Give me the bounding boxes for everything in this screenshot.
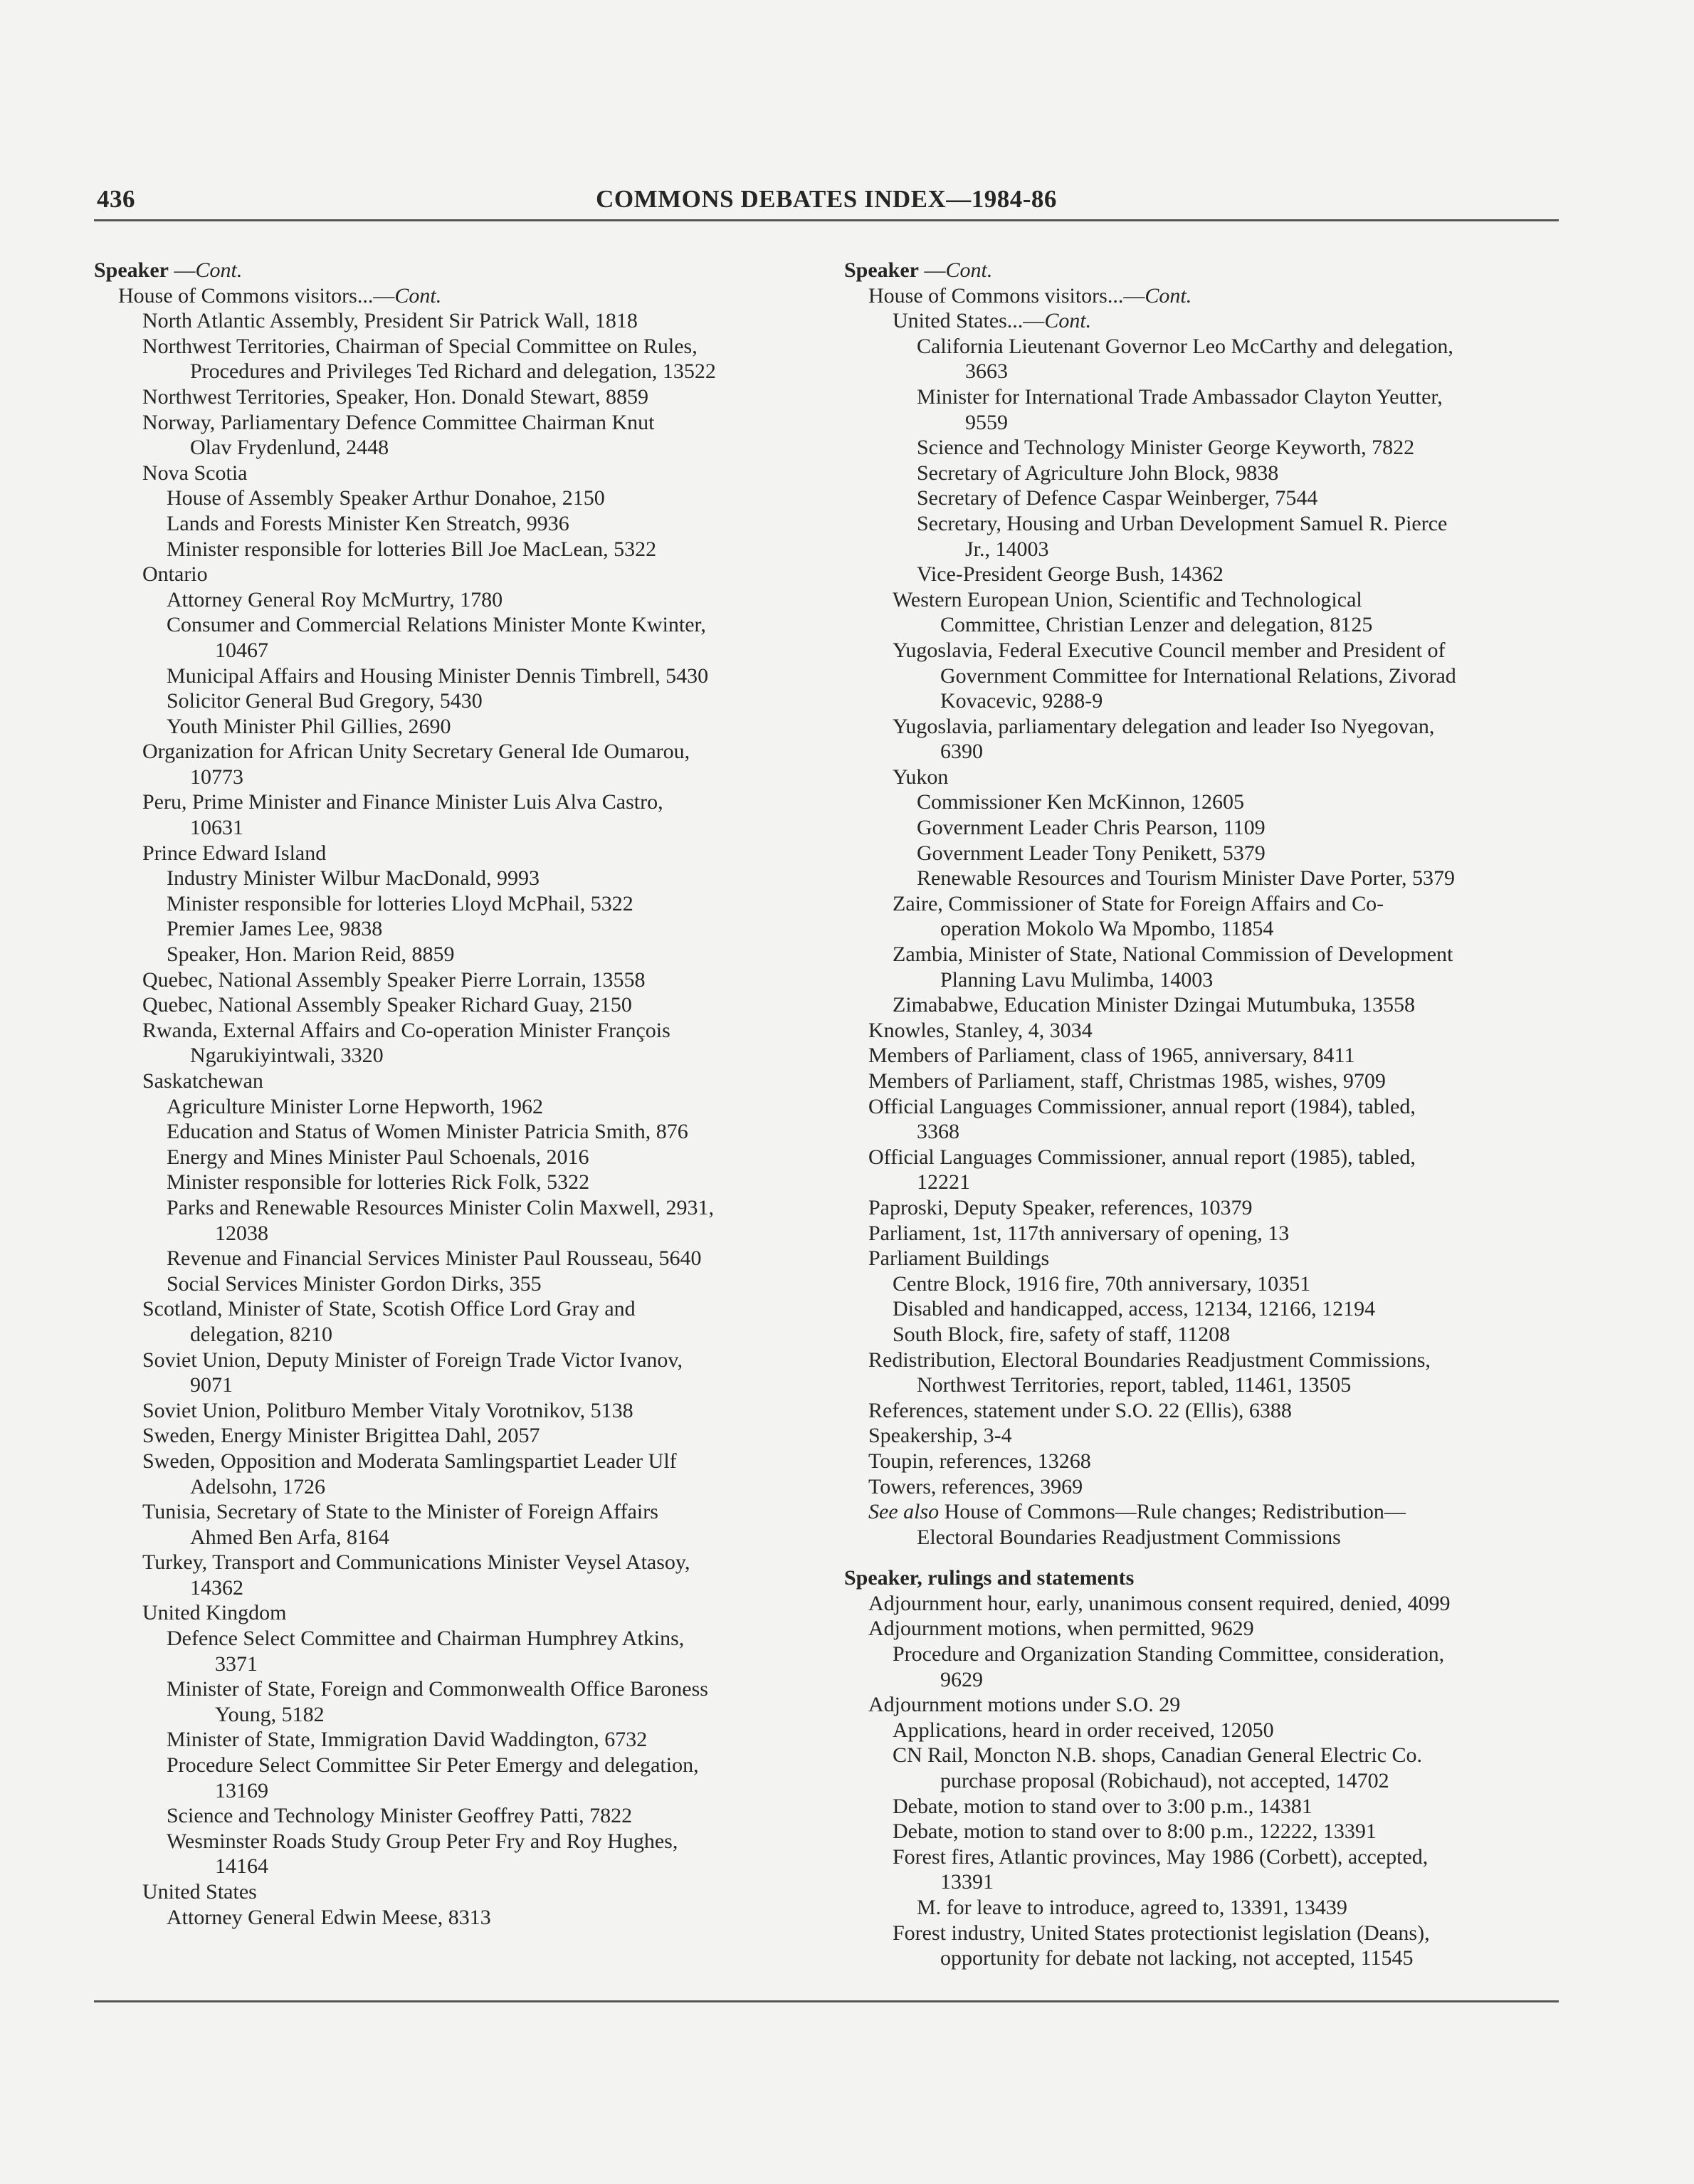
entry-text: delegation, 8210 [190, 1322, 332, 1346]
entry-text: 14164 [215, 1854, 268, 1879]
index-entry [94, 1018, 806, 1044]
entry-text: Government Leader Chris Pearson, 1109 [917, 816, 1266, 840]
index-entry [844, 435, 1563, 461]
index-entry [844, 1591, 1563, 1617]
entry-text: Education and Status of Women Minister Patricia Smith, 876 [167, 1120, 688, 1144]
entry-text: Adjournment motions under S.O. 29 [868, 1693, 1181, 1717]
entry-text: Cont. [195, 258, 243, 282]
entry-text: Procedure and Organization Standing Committee, consideration, [893, 1642, 1445, 1666]
entry-text: Sweden, Opposition and Moderata Samlingspartiet Leader Ulf [142, 1449, 677, 1473]
index-entry [844, 789, 1563, 815]
entry-text: Committee, Christian Lenzer and delegation, 8125 [940, 613, 1373, 637]
index-entry [844, 739, 1563, 765]
entry-text: Zaire, Commissioner of State for Foreign Affairs and Co- [893, 891, 1384, 915]
index-entry [844, 410, 1563, 436]
entry-text: 9071 [190, 1373, 233, 1397]
entry-text: Minister responsible for lotteries Lloyd McPhail, 5322 [167, 891, 633, 915]
entry-text: Quebec, National Assembly Speaker Pierre Lorrain, 13558 [142, 967, 646, 992]
index-entry [94, 612, 806, 638]
entry-text: Rwanda, External Affairs and Co-operation Minister François [142, 1018, 670, 1042]
footer-rule [94, 2000, 1559, 2002]
entry-text: Cont. [945, 258, 993, 282]
entry-text: Peru, Prime Minister and Finance Minister Luis Alva Castro, [142, 790, 663, 814]
entry-text: Yugoslavia, parliamentary delegation and leader Iso Nyegovan, [893, 714, 1435, 738]
entry-text: House of Assembly Speaker Arthur Donahoe, 2150 [167, 486, 605, 510]
index-entry [94, 1550, 806, 1575]
entry-text: Scotland, Minister of State, Scotish Office Lord Gray and [142, 1297, 636, 1321]
entry-text: 3371 [215, 1652, 258, 1676]
entry-text: purchase proposal (Robichaud), not accepted, 14702 [940, 1769, 1389, 1793]
entry-text: Adjournment motions, when permitted, 9629 [868, 1617, 1254, 1641]
index-entry [844, 1718, 1563, 1743]
index-entry [844, 1423, 1563, 1449]
index-entry [94, 537, 806, 562]
index-entry [94, 1600, 806, 1626]
index-heading [844, 1565, 1563, 1591]
index-entry [94, 1246, 806, 1271]
index-entry [844, 511, 1563, 537]
entry-text: Prince Edward Island [142, 841, 327, 865]
index-entry [844, 1692, 1563, 1718]
entry-text: CN Rail, Moncton N.B. shops, Canadian General Electric Co. [893, 1743, 1423, 1768]
entry-text: Quebec, National Assembly Speaker Richard Guay, 2150 [142, 993, 632, 1017]
index-entry [94, 1879, 806, 1905]
index-entry [844, 1195, 1563, 1221]
entry-text: Cont. [394, 283, 442, 308]
index-entry [844, 714, 1563, 740]
index-entry [844, 1271, 1563, 1297]
index-entry [844, 967, 1563, 993]
entry-text: Agriculture Minister Lorne Hepworth, 1962 [167, 1094, 544, 1118]
entry-text: Northwest Territories, Speaker, Hon. Donald Stewart, 8859 [142, 384, 648, 409]
entry-text: Northwest Territories, Chairman of Special Committee on Rules, [142, 334, 698, 358]
index-heading [94, 258, 806, 283]
entry-text: Ahmed Ben Arfa, 8164 [190, 1525, 389, 1549]
index-entry [94, 1499, 806, 1525]
entry-text: 12038 [215, 1221, 268, 1245]
index-entry [844, 1449, 1563, 1474]
index-entry [844, 1844, 1563, 1870]
index-entry [844, 485, 1563, 511]
entry-text: United Kingdom [142, 1601, 287, 1625]
index-entry [844, 1525, 1563, 1550]
index-entry [94, 1702, 806, 1728]
entry-text: Electoral Boundaries Readjustment Commissions [917, 1525, 1341, 1549]
entry-text: Science and Technology Minister Geoffrey Patti, 7822 [167, 1804, 633, 1828]
page-header [94, 184, 1559, 221]
index-entry [94, 1474, 806, 1500]
entry-text: 9629 [940, 1667, 983, 1691]
entry-text: M. for leave to introduce, agreed to, 13391, 13439 [917, 1896, 1347, 1919]
entry-text: Sweden, Energy Minister Brigittea Dahl, 2057 [142, 1424, 540, 1448]
entry-text: Renewable Resources and Tourism Minister Dave Porter, 5379 [917, 866, 1455, 891]
index-entry [844, 587, 1563, 613]
entry-spacer [844, 1550, 1563, 1565]
entry-text: Ontario [142, 562, 208, 587]
index-entry [844, 688, 1563, 714]
entry-text: Olav Frydenlund, 2448 [190, 436, 389, 460]
entry-text: Norway, Parliamentary Defence Committee Chairman Knut [142, 410, 655, 434]
index-entry [94, 485, 806, 511]
left-column [94, 258, 806, 1930]
entry-text: Secretary, Housing and Urban Development Samuel R. Pierce [917, 511, 1448, 535]
entry-text: Speaker, rulings and statements [844, 1566, 1135, 1590]
index-entry [94, 410, 806, 436]
index-entry [844, 1895, 1563, 1921]
index-entry [844, 1946, 1563, 1971]
entry-text: Lands and Forests Minister Ken Streatch, 9936 [167, 511, 569, 535]
page-number: 436 [97, 185, 135, 213]
entry-text: Debate, motion to stand over to 3:00 p.m., 14381 [893, 1794, 1312, 1818]
entry-text: Science and Technology Minister George Keyworth, 7822 [917, 436, 1415, 460]
entry-text: Paproski, Deputy Speaker, references, 10379 [868, 1195, 1253, 1219]
index-entry [844, 1642, 1563, 1667]
entry-text: Speaker [94, 258, 169, 282]
entry-text: Consumer and Commercial Relations Minister Monte Kwinter, [167, 613, 706, 637]
index-entry [94, 942, 806, 967]
index-entry [844, 891, 1563, 917]
index-entry [94, 435, 806, 461]
entry-text: Minister responsible for lotteries Rick Folk, 5322 [167, 1170, 590, 1195]
entry-text: Yugoslavia, Federal Executive Council member and President of [893, 638, 1446, 662]
entry-text: Vice-President George Bush, 14362 [917, 562, 1224, 587]
entry-text: Official Languages Commissioner, annual report (1984), tabled, [868, 1094, 1416, 1118]
entry-text: Soviet Union, Politburo Member Vitaly Vorotnikov, 5138 [142, 1398, 633, 1422]
index-entry [94, 1372, 806, 1398]
entry-text: Industry Minister Wilbur MacDonald, 9993 [167, 866, 540, 891]
entry-text: See also [868, 1500, 940, 1524]
index-entry [844, 1069, 1563, 1094]
entry-text: Nova Scotia [142, 461, 248, 485]
entry-text: Commissioner Ken McKinnon, 12605 [917, 790, 1244, 814]
entry-text: Secretary of Defence Caspar Weinberger, 7544 [917, 486, 1318, 510]
index-entry [844, 461, 1563, 486]
entry-text: — [169, 258, 196, 282]
entry-text: Premier James Lee, 9838 [167, 917, 383, 941]
entry-text: Youth Minister Phil Gillies, 2690 [167, 714, 451, 738]
index-entry [94, 1170, 806, 1195]
entry-text: Toupin, references, 13268 [868, 1449, 1091, 1473]
index-entry [94, 1854, 806, 1879]
index-entry [94, 1753, 806, 1778]
index-entry [94, 1575, 806, 1601]
index-entry [844, 1869, 1563, 1895]
entry-text: — [919, 258, 946, 282]
entry-text: Jr., 14003 [965, 537, 1049, 561]
index-entry [844, 359, 1563, 384]
index-entry [844, 1043, 1563, 1069]
entry-text: Official Languages Commissioner, annual report (1985), tabled, [868, 1145, 1416, 1169]
index-entry [94, 384, 806, 410]
index-entry [844, 1398, 1563, 1424]
entry-text: 6390 [940, 740, 983, 764]
index-entry [94, 587, 806, 613]
index-entry [94, 562, 806, 587]
entry-text: Wesminster Roads Study Group Peter Fry and Roy Hughes, [167, 1829, 678, 1853]
entry-text: Kovacevic, 9288-9 [940, 689, 1103, 713]
index-entry [94, 688, 806, 714]
index-entry [844, 765, 1563, 790]
entry-text: Planning Lavu Mulimba, 14003 [940, 967, 1214, 992]
index-entry [94, 1525, 806, 1550]
entry-text: North Atlantic Assembly, President Sir Patrick Wall, 1818 [142, 309, 638, 333]
index-entry [844, 1018, 1563, 1044]
entry-text: 10631 [190, 816, 243, 840]
entry-text: House of Commons visitors...— [868, 283, 1145, 308]
entry-text: Social Services Minister Gordon Dirks, 355 [167, 1271, 542, 1296]
entry-text: 9559 [965, 410, 1008, 434]
index-entry [94, 1348, 806, 1373]
index-entry [94, 1271, 806, 1297]
index-entry [844, 1794, 1563, 1820]
index-entry [94, 1727, 806, 1753]
entry-text: Forest fires, Atlantic provinces, May 1986 (Corbett), accepted, [893, 1844, 1429, 1869]
entry-text: 14362 [190, 1575, 243, 1600]
index-entry [94, 841, 806, 866]
entry-text: Energy and Mines Minister Paul Schoenals, 2016 [167, 1145, 589, 1169]
index-entry [844, 1474, 1563, 1500]
entry-text: operation Mokolo Wa Mpombo, 11854 [940, 917, 1274, 941]
index-entry [844, 1348, 1563, 1373]
entry-text: Procedures and Privileges Ted Richard and delegation, 13522 [190, 359, 716, 384]
index-entry [844, 942, 1563, 967]
index-entry [844, 1768, 1563, 1794]
entry-text: 3368 [917, 1120, 959, 1144]
index-entry [94, 1221, 806, 1246]
index-entry [844, 1246, 1563, 1271]
index-entry [844, 1743, 1563, 1768]
entry-text: Disabled and handicapped, access, 12134, 12166, 12194 [893, 1297, 1376, 1321]
index-entry [844, 663, 1563, 689]
entry-text: Soviet Union, Deputy Minister of Foreign Trade Victor Ivanov, [142, 1348, 683, 1372]
index-entry [94, 1676, 806, 1702]
index-entry [844, 638, 1563, 663]
entry-text: Adjournment hour, early, unanimous consent required, denied, 4099 [868, 1591, 1451, 1615]
index-entry [94, 1778, 806, 1804]
index-heading [844, 258, 1563, 283]
entry-text: 13391 [940, 1870, 994, 1894]
index-entry [94, 511, 806, 537]
index-entry [844, 1145, 1563, 1170]
index-entry [94, 1905, 806, 1931]
index-entry [94, 967, 806, 993]
entry-text: Adelsohn, 1726 [190, 1474, 325, 1498]
entry-text: Organization for African Unity Secretary General Ide Oumarou, [142, 740, 690, 764]
entry-text: 12221 [917, 1170, 970, 1195]
entry-text: House of Commons visitors...— [118, 283, 395, 308]
index-entry [94, 765, 806, 790]
index-entry [94, 1829, 806, 1854]
entry-text: Western European Union, Scientific and Technological [893, 587, 1362, 611]
entry-text: Cont. [1044, 309, 1092, 333]
index-entry [94, 916, 806, 942]
index-entry [844, 1322, 1563, 1348]
entry-text: Minister responsible for lotteries Bill Joe MacLean, 5322 [167, 537, 657, 561]
entry-text: Turkey, Transport and Communications Minister Veysel Atasoy, [142, 1550, 690, 1575]
index-entry [94, 1626, 806, 1652]
entry-text: Members of Parliament, class of 1965, anniversary, 8411 [868, 1044, 1355, 1068]
entry-text: Applications, heard in order received, 12050 [893, 1718, 1274, 1742]
index-entry [844, 537, 1563, 562]
index-entry [94, 308, 806, 334]
index-entry [844, 815, 1563, 841]
entry-text: Defence Select Committee and Chairman Humphrey Atkins, [167, 1627, 685, 1651]
entry-text: Government Committee for International Relations, Zivorad [940, 663, 1456, 688]
index-entry [844, 841, 1563, 866]
index-entry [844, 1667, 1563, 1693]
index-entry [844, 1094, 1563, 1120]
index-entry [94, 714, 806, 740]
index-entry [94, 1322, 806, 1348]
index-entry [844, 916, 1563, 942]
entry-text: Zimababwe, Education Minister Dzingai Mutumbuka, 13558 [893, 993, 1416, 1017]
entry-text: Municipal Affairs and Housing Minister Dennis Timbrell, 5430 [167, 663, 709, 688]
index-entry [94, 283, 806, 309]
entry-text: Cont. [1145, 283, 1192, 308]
entry-text: Zambia, Minister of State, National Commission of Development [893, 943, 1453, 967]
entry-text: Speaker [844, 258, 919, 282]
entry-text: Young, 5182 [215, 1702, 325, 1726]
entry-text: opportunity for debate not lacking, not accepted, 11545 [940, 1946, 1414, 1970]
entry-text: Government Leader Tony Penikett, 5379 [917, 841, 1266, 865]
entry-text: Procedure Select Committee Sir Peter Emergy and delegation, [167, 1753, 699, 1778]
entry-text: Tunisia, Secretary of State to the Minister of Foreign Affairs [142, 1500, 658, 1524]
entry-text: California Lieutenant Governor Leo McCarthy and delegation, [917, 334, 1453, 358]
index-entry [844, 1296, 1563, 1322]
index-entry [94, 1043, 806, 1069]
index-entry [94, 1145, 806, 1170]
index-entry [94, 1094, 806, 1120]
index-entry [844, 283, 1563, 309]
index-entry [94, 1296, 806, 1322]
index-entry [94, 1652, 806, 1677]
running-title: COMMONS DEBATES INDEX—1984-86 [596, 185, 1057, 213]
entry-text: Parks and Renewable Resources Minister Colin Maxwell, 2931, [167, 1195, 715, 1219]
entry-text: Solicitor General Bud Gregory, 5430 [167, 689, 483, 713]
entry-text: Minister of State, Foreign and Commonwealth Office Baroness [167, 1677, 708, 1701]
entry-text: Speakership, 3-4 [868, 1424, 1012, 1448]
entry-text: Parliament, 1st, 117th anniversary of opening, 13 [868, 1221, 1290, 1245]
index-entry [94, 359, 806, 384]
entry-text: United States...— [893, 309, 1045, 333]
index-entry [844, 612, 1563, 638]
index-entry [94, 739, 806, 765]
index-entry [94, 815, 806, 841]
index-entry [844, 1499, 1563, 1525]
index-entry [94, 1069, 806, 1094]
entry-text: Attorney General Edwin Meese, 8313 [167, 1905, 491, 1929]
index-entry [94, 866, 806, 891]
index-entry [94, 1423, 806, 1449]
index-entry [844, 308, 1563, 334]
index-entry [844, 866, 1563, 891]
index-entry [94, 789, 806, 815]
entry-text: References, statement under S.O. 22 (Ellis), 6388 [868, 1398, 1292, 1422]
index-entry [94, 663, 806, 689]
entry-text: 13169 [215, 1778, 268, 1802]
index-entry [844, 384, 1563, 410]
entry-text: Parliament Buildings [868, 1246, 1050, 1271]
entry-text: Minister of State, Immigration David Waddington, 6732 [167, 1728, 648, 1752]
entry-text: Revenue and Financial Services Minister Paul Rousseau, 5640 [167, 1246, 702, 1271]
index-entry [94, 1449, 806, 1474]
index-entry [94, 1398, 806, 1424]
entry-text: Attorney General Roy McMurtry, 1780 [167, 587, 503, 611]
index-entry [844, 1616, 1563, 1642]
index-entry [94, 891, 806, 917]
entry-text: 10467 [215, 638, 268, 662]
entry-text: United States [142, 1880, 257, 1904]
index-entry [94, 1195, 806, 1221]
entry-text: House of Commons—Rule changes; Redistribution— [939, 1500, 1406, 1524]
index-entry [844, 562, 1563, 587]
index-entry [94, 638, 806, 663]
index-entry [844, 1921, 1563, 1946]
entry-text: Northwest Territories, report, tabled, 11461, 13505 [917, 1373, 1352, 1397]
index-entry [94, 1119, 806, 1145]
index-entry [94, 1803, 806, 1829]
entry-text: 3663 [965, 359, 1008, 384]
index-entry [844, 1221, 1563, 1246]
entry-text: Ngarukiyintwali, 3320 [190, 1044, 384, 1068]
index-entry [844, 1372, 1563, 1398]
right-column [844, 258, 1563, 1971]
entry-text: Redistribution, Electoral Boundaries Readjustment Commissions, [868, 1348, 1431, 1372]
entry-text: Centre Block, 1916 fire, 70th anniversary, 10351 [893, 1271, 1311, 1296]
entry-text: Saskatchewan [142, 1069, 263, 1093]
index-entry [94, 334, 806, 359]
entry-text: Towers, references, 3969 [868, 1474, 1083, 1498]
index-entry [844, 1170, 1563, 1195]
entry-text: Knowles, Stanley, 4, 3034 [868, 1018, 1093, 1042]
entry-text: Speaker, Hon. Marion Reid, 8859 [167, 943, 455, 967]
entry-text: Secretary of Agriculture John Block, 9838 [917, 461, 1279, 485]
entry-text: Yukon [893, 765, 949, 789]
index-entry [94, 461, 806, 486]
entry-text: Debate, motion to stand over to 8:00 p.m., 12222, 13391 [893, 1820, 1377, 1844]
entry-text: Members of Parliament, staff, Christmas 1985, wishes, 9709 [868, 1069, 1386, 1093]
entry-text: South Block, fire, safety of staff, 11208 [893, 1322, 1231, 1346]
index-entry [844, 992, 1563, 1018]
index-entry [844, 1119, 1563, 1145]
index-entry [844, 334, 1563, 359]
entry-text: 10773 [190, 765, 243, 789]
entry-text: Minister for International Trade Ambassador Clayton Yeutter, [917, 384, 1443, 409]
entry-text: Forest industry, United States protectionist legislation (Deans), [893, 1921, 1430, 1945]
index-entry [844, 1819, 1563, 1844]
index-entry [94, 992, 806, 1018]
